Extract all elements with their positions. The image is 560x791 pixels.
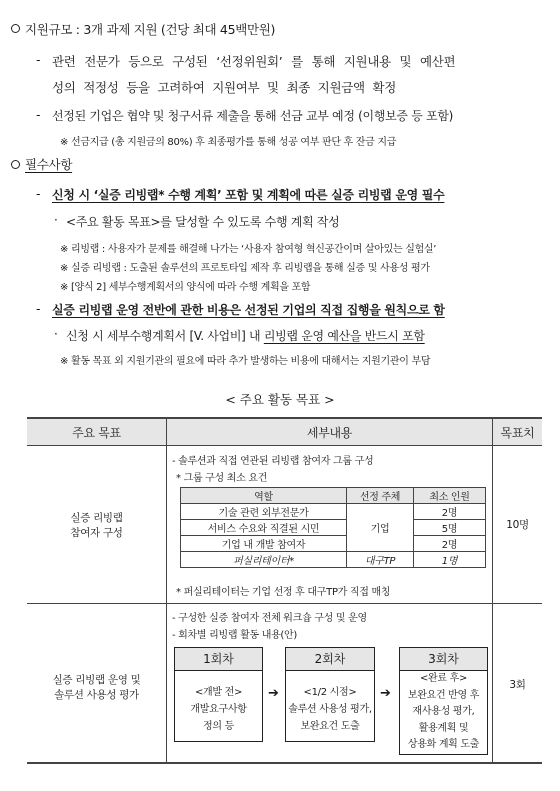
dot-marker: ·	[54, 213, 58, 227]
row1-detail2: * 그룹 구성 최소 요건	[176, 473, 268, 484]
step-title: 2회차	[286, 648, 374, 671]
support-line1a: 관련 전문가 등으로 구성된 ‘선정위원회’ 를 통해 지원내용 및 예산편	[52, 54, 456, 69]
required-note2: ※ 실증 리빙랩 : 도출된 솔루션의 프로토타입 제작 후 리빙랩을 통해 실증 및 사용성 평가	[60, 263, 430, 274]
row1-footnote: * 퍼실리테이터는 기업 선정 후 대구TP가 직접 매칭	[176, 587, 391, 598]
step-box-2	[285, 647, 375, 742]
required-sub2	[66, 327, 425, 344]
required-line1: 신청 시 ‘실증 리빙랩* 수행 계획’ 포함 및 계획에 따른 실증 리빙랩 운영 필수	[52, 188, 445, 202]
arrow-right-icon: ➔	[380, 686, 391, 701]
required-note3: ※ [양식 2] 세부수행계획서의 양식에 따라 수행 계획을 포함	[60, 282, 311, 293]
support-scale: 지원규모 : 3개 과제 지원 (건당 최대 45백만원)	[25, 22, 276, 37]
inner-min: 2명	[414, 504, 486, 520]
inner-role: 기업 내 개발 참여자	[181, 536, 347, 552]
required-note4: ※ 활동 목표 외 지원기관의 필요에 따라 추가 발생하는 비용에 대해서는 지원기관이 부담	[60, 356, 431, 367]
dash-marker: -	[36, 301, 41, 316]
header-target: 목표치	[500, 426, 535, 440]
step-line: 활용계획 및	[418, 722, 469, 734]
inner-role: 퍼실리테이터*	[181, 552, 347, 568]
row2-goal-line1: 실증 리빙랩 운영 및	[52, 674, 141, 686]
row1-detail1: - 솔루션과 직접 연관된 리빙랩 참여자 그룹 구성	[172, 456, 374, 467]
step-line: 개발요구사항	[190, 704, 247, 715]
step-line: 보완요건 도출	[300, 721, 360, 732]
row1-target: 10명	[506, 519, 529, 531]
header-main-goal: 주요 목표	[72, 426, 121, 440]
required-line2: 실증 리빙랩 운영 전반에 관한 비용은 선정된 기업의 직접 집행을 원칙으로 함	[52, 303, 445, 317]
support-line2: 선정된 기업은 협약 및 청구서류 제출을 통해 선금 교부 예정 (이행보증 등 포함)	[52, 109, 453, 123]
inner-role: 기술 관련 외부전문가	[181, 504, 347, 520]
goals-table-caption: < 주요 활동 목표 >	[225, 392, 335, 407]
step-line: <개발 전>	[194, 687, 243, 698]
inner-selector: 대구TP	[347, 552, 414, 568]
min-requirements-table	[180, 487, 486, 568]
required-sub1: <주요 활동 목표>를 달성할 수 있도록 수행 계획 작성	[66, 215, 340, 229]
step-line: 솔루션 사용성 평가,	[288, 704, 372, 715]
row2-goal-line2: 솔루션 사용성 평가	[54, 689, 139, 701]
header-detail: 세부내용	[306, 426, 353, 440]
inner-min: 2명	[414, 536, 486, 552]
row1-goal-line1: 실증 리빙랩	[70, 512, 123, 524]
dash-marker: -	[36, 107, 41, 122]
inner-min: 1명	[414, 552, 486, 568]
required-title: 필수사항	[25, 157, 73, 172]
bullet-circle-icon	[11, 160, 20, 169]
dot-marker: ·	[54, 327, 58, 341]
step-box-3	[399, 647, 488, 755]
step-line: 상용화 계획 도출	[407, 739, 480, 750]
inner-header-min: 최소 인원	[414, 488, 486, 504]
step-line: 정의 등	[203, 721, 234, 732]
inner-min: 5명	[414, 520, 486, 536]
inner-header-role: 역할	[181, 488, 347, 504]
support-line1b: 성의 적정성 등을 고려하여 지원여부 및 최종 지원금액 확정	[52, 80, 396, 95]
dash-marker: -	[36, 186, 41, 201]
step-line: 보완요건 반영 후	[407, 689, 480, 701]
step-title: 3회차	[400, 648, 487, 671]
row2-target: 3회	[509, 679, 526, 691]
row2-detail2: - 회차별 리빙랩 활동 내용(안)	[172, 630, 297, 641]
inner-header-selector: 선정 주체	[347, 488, 414, 504]
arrow-right-icon: ➔	[268, 686, 279, 701]
step-line: <완료 후>	[419, 673, 468, 684]
step-box-1	[174, 647, 263, 742]
row2-detail1: - 구성한 실증 참여자 전체 워크숍 구성 및 운영	[172, 613, 367, 624]
dash-marker: -	[36, 52, 41, 67]
inner-role: 서비스 수요와 직결된 시민	[181, 520, 347, 536]
step-line: <1/2 시점>	[303, 687, 357, 698]
inner-selector-merged: 기업	[347, 504, 414, 552]
required-sub2-underlined: 리빙랩 운영 예산을 반드시 포함	[263, 329, 425, 343]
step-line: 재사용성 평가,	[412, 706, 475, 717]
step-title: 1회차	[175, 648, 262, 671]
support-note1: ※ 선금지급 (총 지원금의 80%) 후 최종평가를 통해 성공 여부 판단 후 잔금 지급	[60, 137, 397, 148]
bullet-circle-icon	[11, 24, 20, 33]
required-sub2-pre: 신청 시 세부수행계획서 [V. 사업비] 내	[66, 329, 264, 343]
row1-goal-line2: 참여자 구성	[70, 527, 123, 539]
required-note1: ※ 리빙랩 : 사용자가 문제를 해결해 나가는 ‘사용자 참여형 혁신공간이며 살아있는 실험실’	[60, 244, 437, 255]
